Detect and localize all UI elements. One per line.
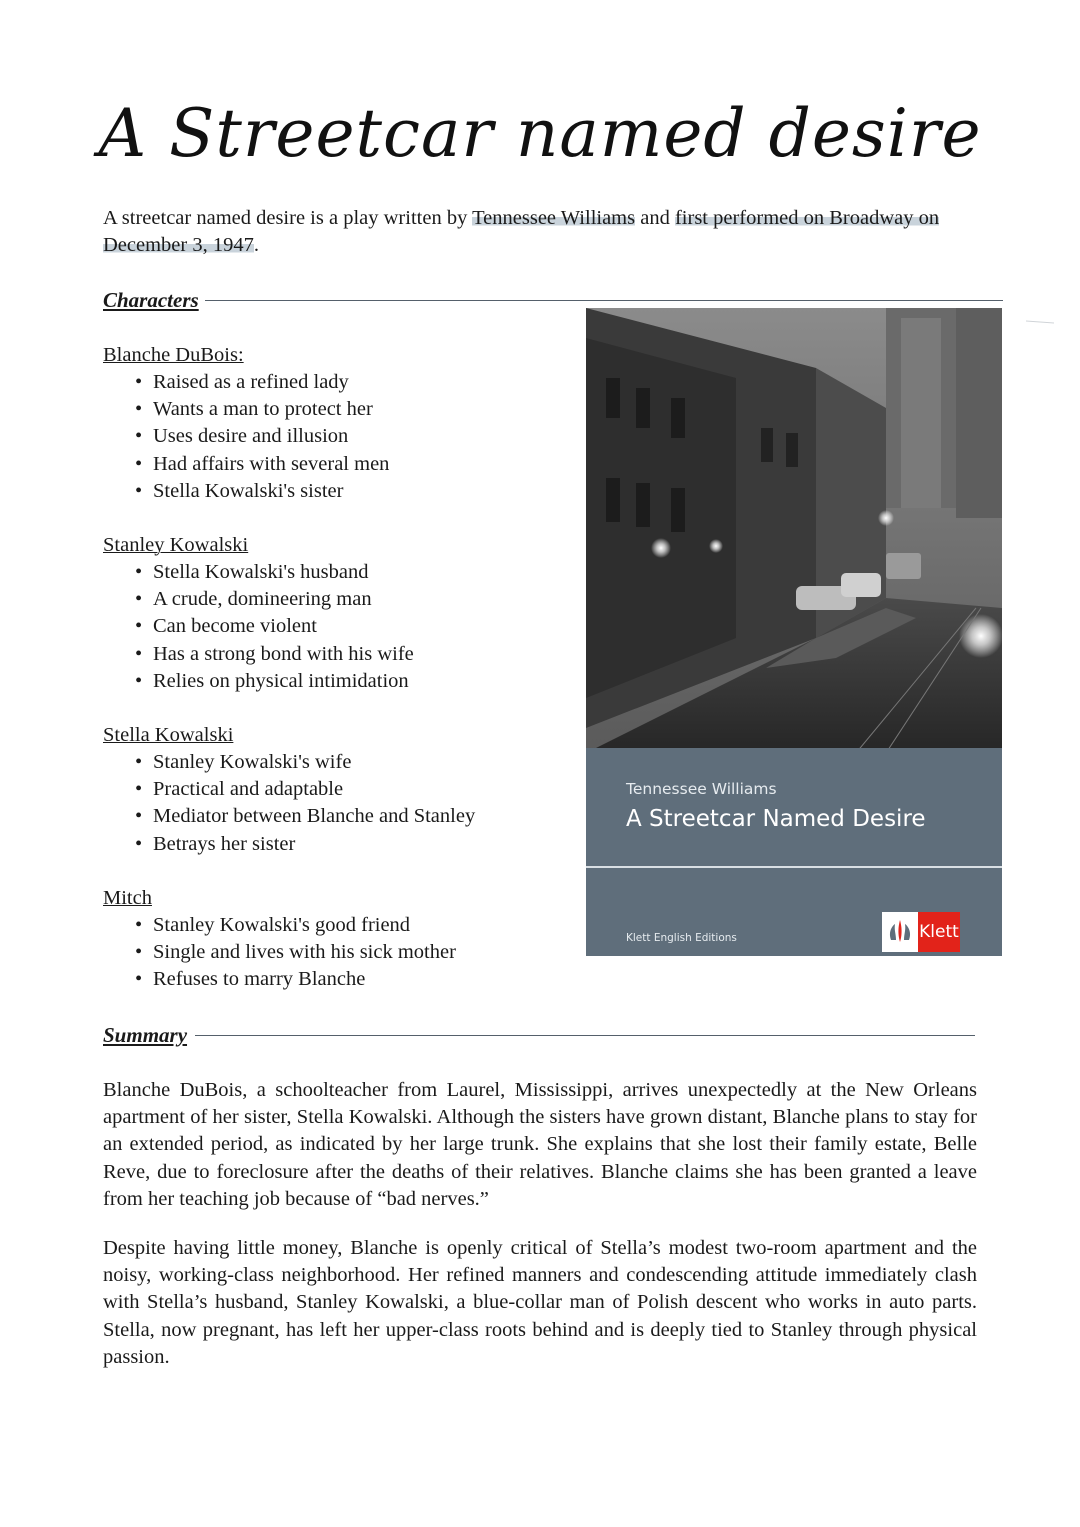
trait-list (103, 559, 573, 695)
trait-item: • Stella Kowalski's husband (153, 559, 573, 586)
cover-divider (586, 866, 1002, 868)
character-stanley (103, 532, 573, 695)
character-mitch (103, 885, 573, 994)
character-name: Stanley Kowalski (103, 534, 249, 557)
trait-item: • Single and lives with his sick mother (153, 939, 573, 966)
intro-paragraph (103, 205, 983, 259)
trait-item: • Relies on physical intimidation (153, 668, 573, 695)
intro-text-start: A streetcar named desire is a play written by (103, 207, 473, 229)
intro-text-end: . (253, 234, 259, 256)
stray-pen-mark (1026, 320, 1054, 324)
summary-paragraph: Blanche DuBois, a schoolteacher from Laurel, Mississippi, arrives unexpectedly at the New Orleans apartment of her sister, Stella Kowalski. Although the sisters have grown distant, Blanche plans to stay for an extended period, as indicated by her large trunk. She explains that she lost their family estate, Belle Reve, due to foreclosure after the deaths of their relatives. Blanche claims she has been granted a leave from her teaching job because of “bad nerves.” (103, 1079, 977, 1210)
character-list (103, 342, 573, 1020)
character-stella (103, 722, 573, 858)
klett-logo: Klett (918, 912, 960, 952)
trait-item: • Stanley Kowalski's wife (153, 749, 573, 776)
trait-item: • Can become violent (153, 613, 573, 640)
characters-heading-label: Characters (103, 288, 199, 312)
trait-item: • Mediator between Blanche and Stanley (153, 803, 573, 830)
trait-item: • Stanley Kowalski's good friend (153, 912, 573, 939)
klett-emblem-icon (882, 912, 918, 952)
trait-item: • Refuses to marry Blanche (153, 966, 573, 993)
trait-item: • A crude, domineering man (153, 586, 573, 613)
trait-item: • Raised as a refined lady (153, 369, 573, 396)
trait-item: • Stella Kowalski's sister (153, 478, 573, 505)
character-name: Mitch (103, 886, 152, 909)
summary-paragraph: Despite having little money, Blanche is openly critical of Stella’s modest two-room apartment and the noisy, working-class neighborhood. Her refined manners and condescending attitude immediately clash with Stella’s husband, Stanley Kowalski, a blue-collar man of Polish descent who works in auto parts. Stella, now pregnant, has left her upper-class roots behind and is deeply tied to Stanley through physical passion. (103, 1237, 977, 1368)
cover-title: A Streetcar Named Desire (626, 806, 926, 832)
intro-text-middle: and (635, 207, 675, 229)
trait-list (103, 749, 573, 858)
characters-heading-rule (205, 300, 1003, 301)
character-name: Blanche DuBois: (103, 344, 244, 366)
trait-list (103, 912, 573, 994)
character-blanche (103, 342, 573, 505)
trait-item: • Has a strong bond with his wife (153, 641, 573, 668)
trait-item: • Practical and adaptable (153, 776, 573, 803)
trait-item: • Had affairs with several men (153, 451, 573, 478)
character-name: Stella Kowalski (103, 724, 234, 747)
highlight-author: Tennessee Williams (472, 207, 636, 229)
trait-item: • Betrays her sister (153, 831, 573, 858)
page-title: A Streetcar named desire (98, 95, 982, 172)
summary-body (103, 1077, 977, 1393)
summary-heading-label: Summary (103, 1023, 188, 1047)
trait-item: • Wants a man to protect her (153, 396, 573, 423)
highlight-premiere: first performed on Broadway on December 3, 1947 (103, 207, 940, 256)
summary-heading (103, 1023, 975, 1048)
trait-list (103, 369, 573, 505)
street-photo (586, 308, 1002, 753)
trait-item: • Uses desire and illusion (153, 423, 573, 450)
summary-heading-rule (195, 1035, 975, 1036)
cover-series: Klett English Editions (626, 932, 737, 944)
book-cover (586, 308, 1002, 956)
cover-author: Tennessee Williams (626, 780, 777, 798)
